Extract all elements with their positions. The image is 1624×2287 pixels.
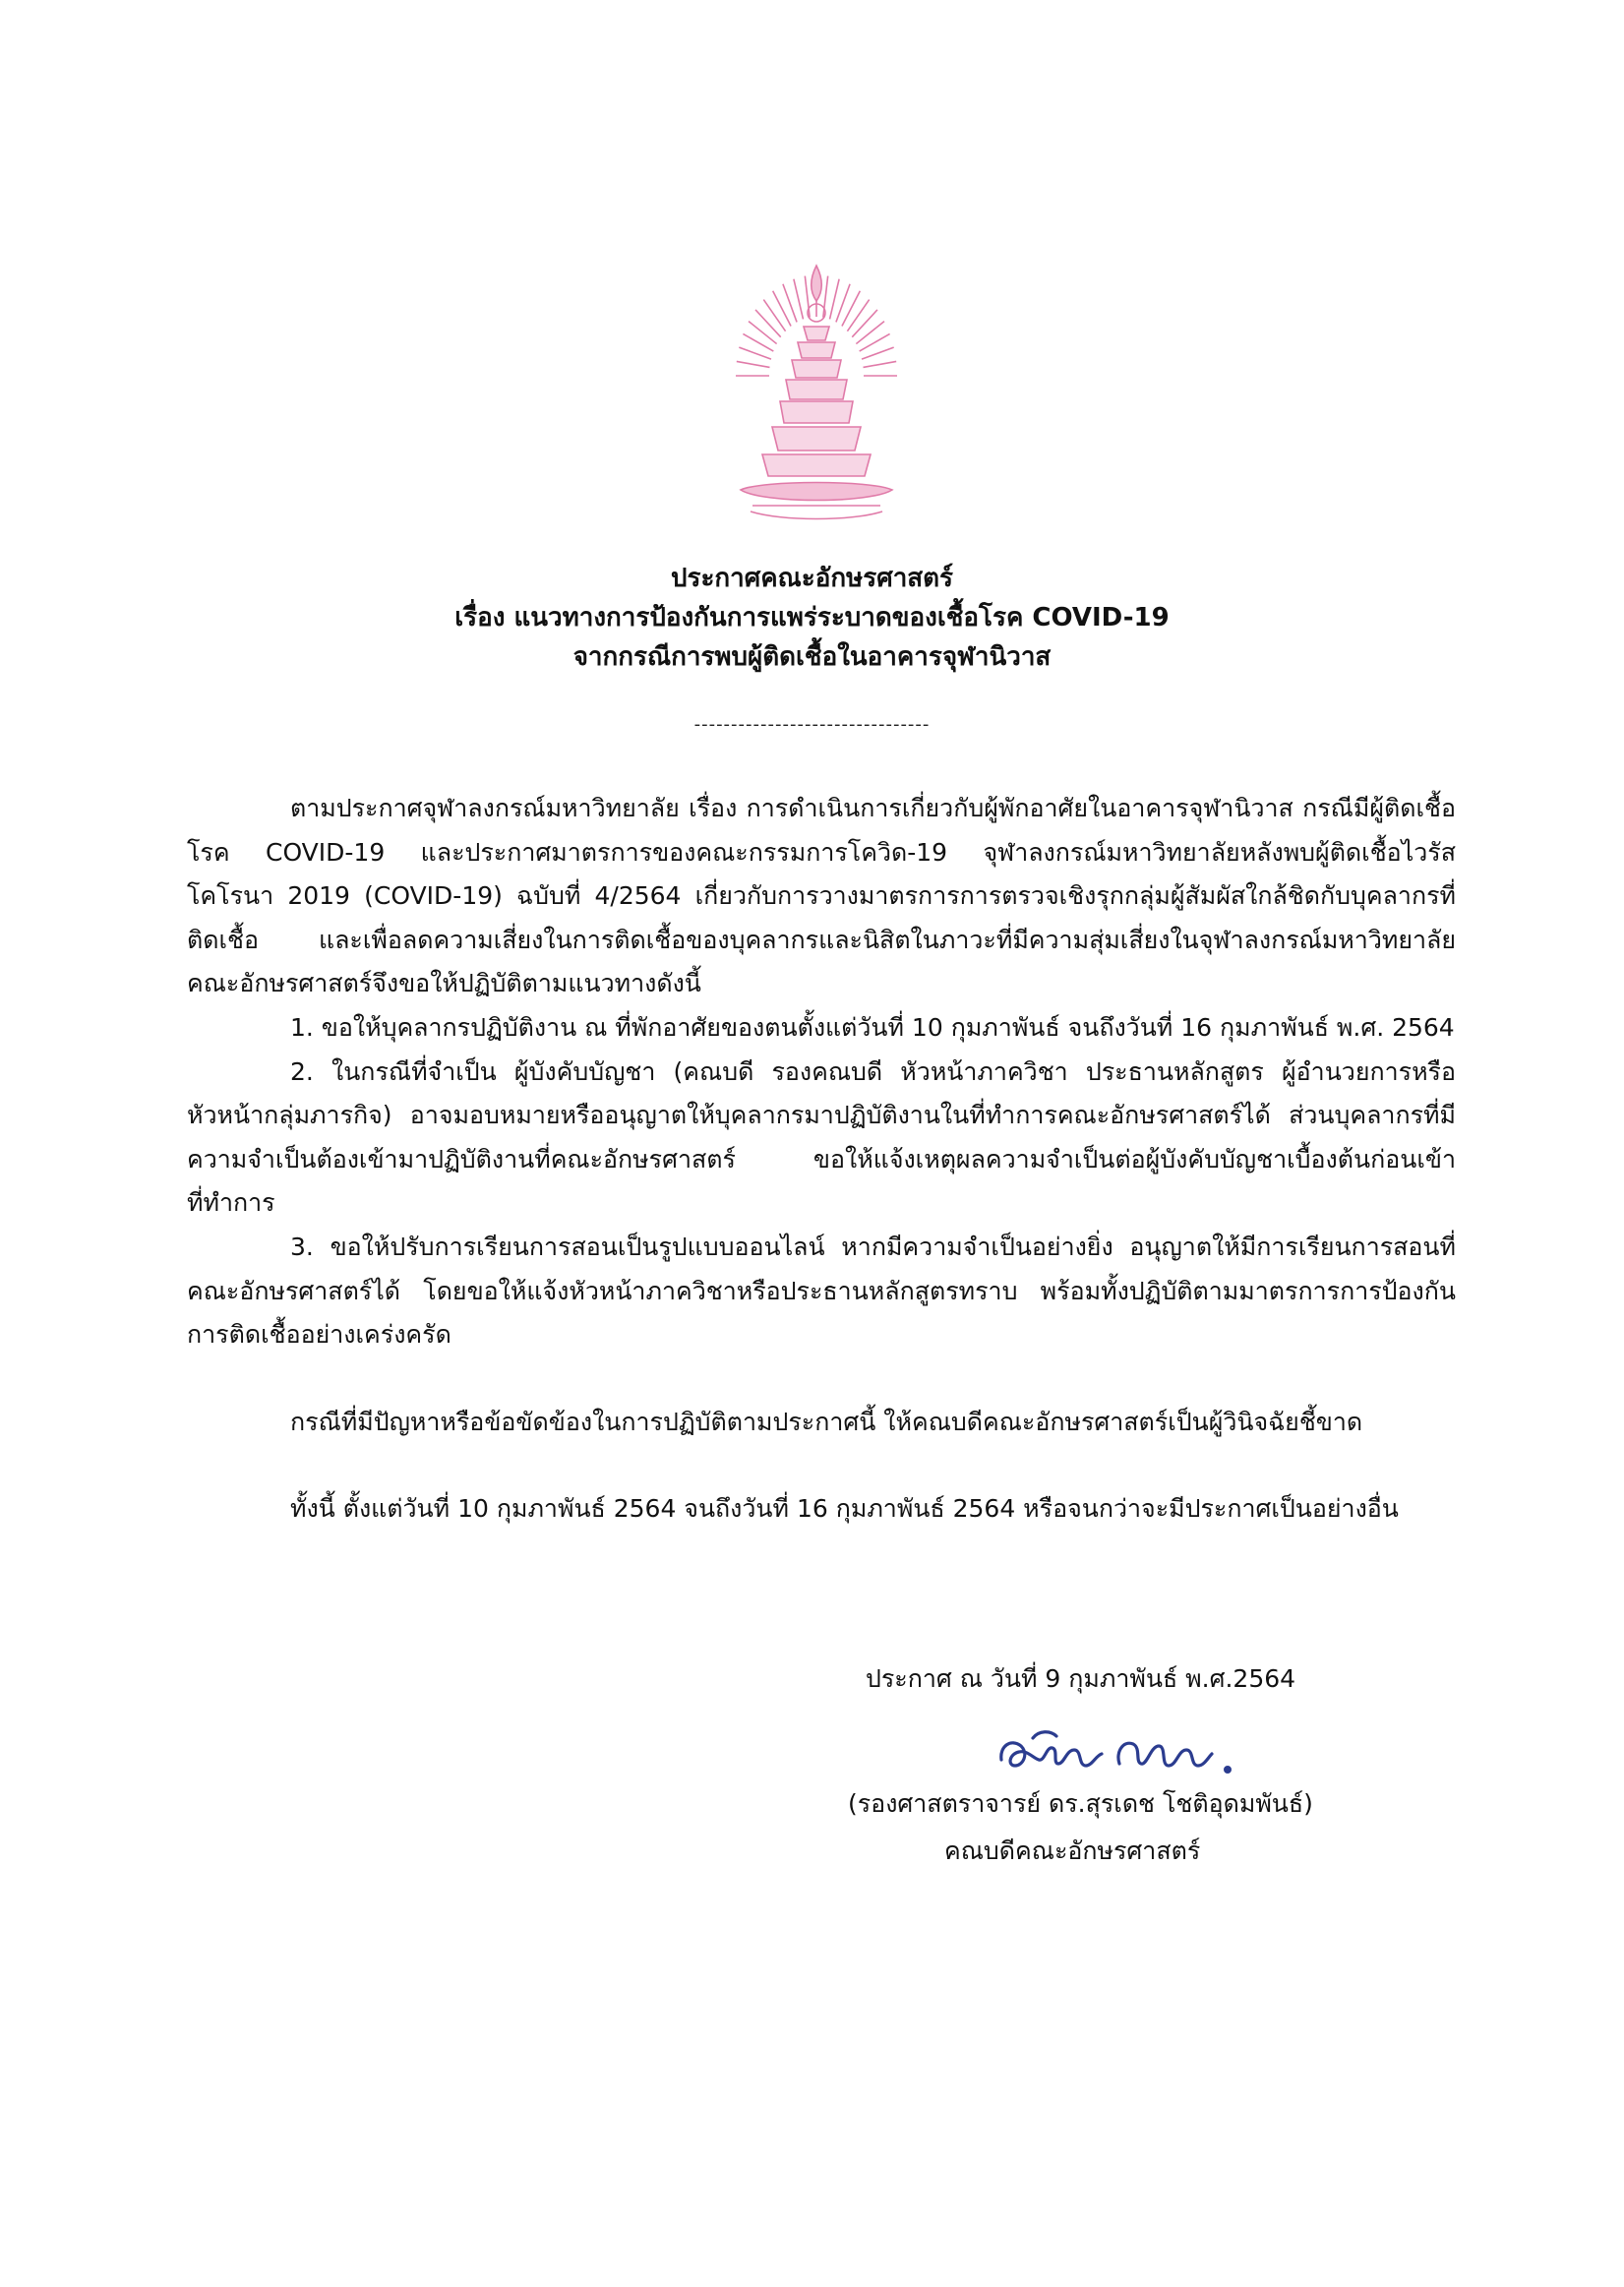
emblem-ray: [755, 310, 781, 337]
emblem-ray: [783, 284, 797, 323]
document-heading: [0, 559, 1624, 677]
heading-title: ประกาศคณะอักษรศาสตร์: [670, 564, 954, 593]
document-body: [187, 787, 1456, 1532]
emblem-ray: [763, 300, 785, 331]
signature-icon: [993, 1716, 1249, 1787]
emblem-ray: [737, 361, 770, 367]
emblem-ray: [794, 279, 804, 320]
signer-title: คณบดีคณะอักษรศาสตร์: [944, 1836, 1201, 1865]
measure-item-3: 3. ขอให้ปรับการเรียนการสอนเป็นรูปแบบออนไลน์ หากมีความจำเป็นอย่างยิ่ง อนุญาตให้มีการเรียนการสอนที่คณะอักษรศาสตร์ได้ โดยขอให้แจ้งหัวหน้าภาควิชาหรือประธานหลักสูตรทราบ พร้อมทั้งปฏิบัติตามมาตรการการป้องกันการติดเชื้ออย่างเคร่งครัด: [187, 1232, 1456, 1350]
emblem-ray: [864, 361, 897, 367]
emblem-ray: [830, 279, 840, 320]
emblem-ray: [836, 284, 850, 323]
emblem-ray: [856, 322, 884, 344]
phra-kiao-emblem-icon: [733, 258, 900, 533]
heading-separator: --------------------------------: [693, 714, 931, 735]
emblem-ray: [743, 333, 773, 351]
emblem-ray: [847, 300, 869, 331]
announcement-date: ประกาศ ณ วันที่ 9 กุมภาพันธ์ พ.ศ.2564: [866, 1664, 1296, 1693]
problems-paragraph: กรณีที่มีปัญหาหรือข้อขัดข้องในการปฏิบัติตามประกาศนี้ ให้คณบดีคณะอักษรศาสตร์เป็นผู้วินิจฉัยชี้ขาด: [290, 1407, 1363, 1436]
heading-subject: เรื่อง แนวทางการป้องกันการแพร่ระบาดของเชื้อโรค COVID-19: [454, 603, 1170, 632]
emblem-ray: [862, 347, 894, 359]
emblem-ray: [860, 333, 890, 351]
measure-item-2: 2. ในกรณีที่จำเป็น ผู้บังคับบัญชา (คณบดี รองคณบดี หัวหน้าภาควิชา ประธานหลักสูตร ผู้อำนวยการหรือหัวหน้ากลุ่มภารกิจ) อาจมอบหมายหรืออนุญาตให้บุคลากรมาปฏิบัติงานในที่ทำการคณะอักษรศาสตร์ได้ ส่วนบุคลากรที่มีความจำเป็นต้องเข้ามาปฏิบัติงานที่คณะอักษรศาสตร์ ขอให้แจ้งเหตุผลความจำเป็นต่อผู้บังคับบัญชาเบื้องต้นก่อนเข้าที่ทำการ: [187, 1056, 1456, 1218]
measure-item-1: 1. ขอให้บุคลากรปฏิบัติงาน ณ ที่พักอาศัยของตนตั้งแต่วันที่ 10 กุมภาพันธ์ จนถึงวันที่ 16 กุมภาพันธ์ พ.ศ. 2564: [290, 1012, 1455, 1042]
signer-name: (รองศาสตราจารย์ ดร.สุรเดช โชติอุดมพันธ์): [848, 1789, 1313, 1818]
emblem-ray: [739, 347, 771, 359]
heading-subject-continued: จากกรณีการพบผู้ติดเชื้อในอาคารจุฬานิวาส: [572, 642, 1052, 672]
intro-paragraph: ตามประกาศจุฬาลงกรณ์มหาวิทยาลัย เรื่อง การดำเนินการเกี่ยวกับผู้พักอาศัยในอาคารจุฬานิวาส กรณีมีผู้ติดเชื้อโรค COVID-19 และประกาศมาตรการของคณะกรรมการโควิด-19 จุฬาลงกรณ์มหาวิทยาลัยหลังพบผู้ติดเชื้อไวรัสโคโรนา 2019 (COVID-19) ฉบับที่ 4/2564 เกี่ยวกับการวางมาตรการการตรวจเชิงรุกกลุ่มผู้สัมผัสใกล้ชิดกับบุคลากรที่ติดเชื้อ และเพื่อลดความเสี่ยงในการติดเชื้อของบุคลากรและนิสิตในภาวะที่มีความสุ่มเสี่ยงในจุฬาลงกรณ์มหาวิทยาลัย คณะอักษรศาสตร์จึงขอให้ปฏิบัติตามแนวทางดังนี้: [187, 794, 1456, 998]
effective-period-paragraph: ทั้งนี้ ตั้งแต่วันที่ 10 กุมภาพันธ์ 2564 จนถึงวันที่ 16 กุมภาพันธ์ 2564 หรือจนกว่าจะมีประกาศเป็นอย่างอื่น: [290, 1494, 1399, 1524]
emblem-ray: [749, 322, 777, 344]
emblem-ray: [852, 310, 877, 337]
